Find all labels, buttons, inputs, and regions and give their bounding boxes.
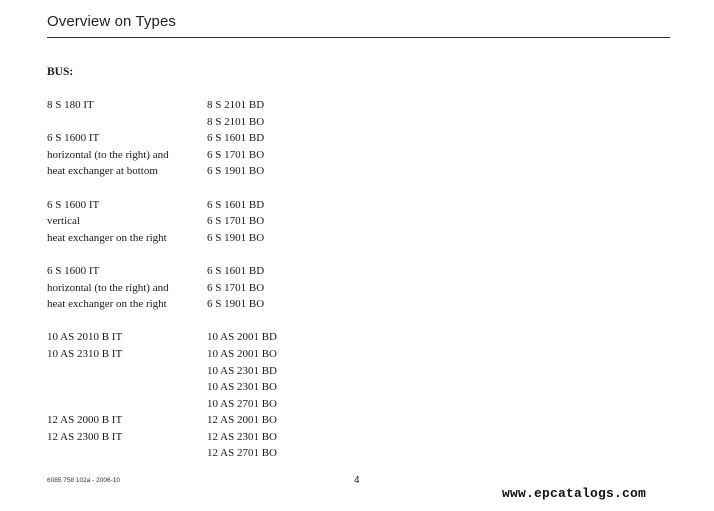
engine-description: heat exchanger on the right: [47, 298, 167, 311]
variant-type: 10 AS 2301 BD: [207, 364, 277, 377]
table-row-spacer: [47, 246, 407, 263]
engine-type: 6 S 1600 IT: [47, 132, 100, 145]
table-row: [47, 197, 407, 214]
table-row: [47, 213, 407, 230]
engine-type: 12 AS 2300 B IT: [47, 430, 123, 443]
page-title: Overview on Types: [47, 13, 176, 30]
header-divider: [47, 37, 670, 38]
variant-type: 10 AS 2701 BO: [207, 397, 277, 410]
variant-type: 6 S 1901 BO: [207, 298, 265, 311]
table-row-spacer: [47, 313, 407, 330]
engine-type: 10 AS 2010 B IT: [47, 331, 123, 344]
variant-type: 6 S 1601 BD: [207, 198, 265, 211]
page-number: 4: [354, 475, 360, 486]
engine-description: heat exchanger on the right: [47, 231, 167, 244]
document-code: 6085 758 102a - 2006-10: [47, 477, 121, 484]
table-row: [47, 363, 407, 380]
engine-type: 6 S 1600 IT: [47, 198, 100, 211]
table-row: [47, 379, 407, 396]
variant-type: 10 AS 2301 BO: [207, 381, 277, 394]
watermark-url: www.epcatalogs.com: [502, 486, 647, 501]
variant-type: 6 S 1601 BD: [207, 264, 265, 277]
table-row: [47, 445, 407, 462]
variant-type: 6 S 1701 BO: [207, 215, 265, 228]
table-row: [47, 412, 407, 429]
variant-type: 12 AS 2001 BO: [207, 414, 277, 427]
table-row-spacer: [47, 180, 407, 197]
variant-type: 12 AS 2701 BO: [207, 447, 277, 460]
engine-description: vertical: [47, 215, 80, 228]
variant-type: 6 S 1901 BO: [207, 165, 265, 178]
variant-type: 10 AS 2001 BO: [207, 347, 277, 360]
variant-type: 6 S 1701 BO: [207, 281, 265, 294]
engine-description: horizontal (to the right) and: [47, 148, 169, 161]
table-row: [47, 396, 407, 413]
types-table: [47, 97, 407, 462]
variant-type: 10 AS 2001 BD: [207, 331, 277, 344]
table-row: [47, 263, 407, 280]
table-row: [47, 147, 407, 164]
table-row: [47, 163, 407, 180]
table-row: [47, 97, 407, 114]
variant-type: 8 S 2101 BO: [207, 115, 265, 128]
table-row: [47, 280, 407, 297]
variant-type: 6 S 1601 BD: [207, 132, 265, 145]
engine-description: horizontal (to the right) and: [47, 281, 169, 294]
variant-type: 6 S 1701 BO: [207, 148, 265, 161]
table-row: [47, 429, 407, 446]
variant-type: 12 AS 2301 BO: [207, 430, 277, 443]
table-row: [47, 346, 407, 363]
engine-type: 6 S 1600 IT: [47, 264, 100, 277]
table-row: [47, 329, 407, 346]
engine-type: 10 AS 2310 B IT: [47, 347, 123, 360]
variant-type: 6 S 1901 BO: [207, 231, 265, 244]
section-label-bus: BUS:: [47, 66, 74, 78]
table-row: [47, 296, 407, 313]
engine-description: heat exchanger at bottom: [47, 165, 158, 178]
table-row: [47, 130, 407, 147]
engine-type: 8 S 180 IT: [47, 99, 94, 111]
variant-type: 8 S 2101 BD: [207, 99, 265, 111]
engine-type: 12 AS 2000 B IT: [47, 414, 123, 427]
table-row: [47, 230, 407, 247]
table-row: [47, 114, 407, 131]
